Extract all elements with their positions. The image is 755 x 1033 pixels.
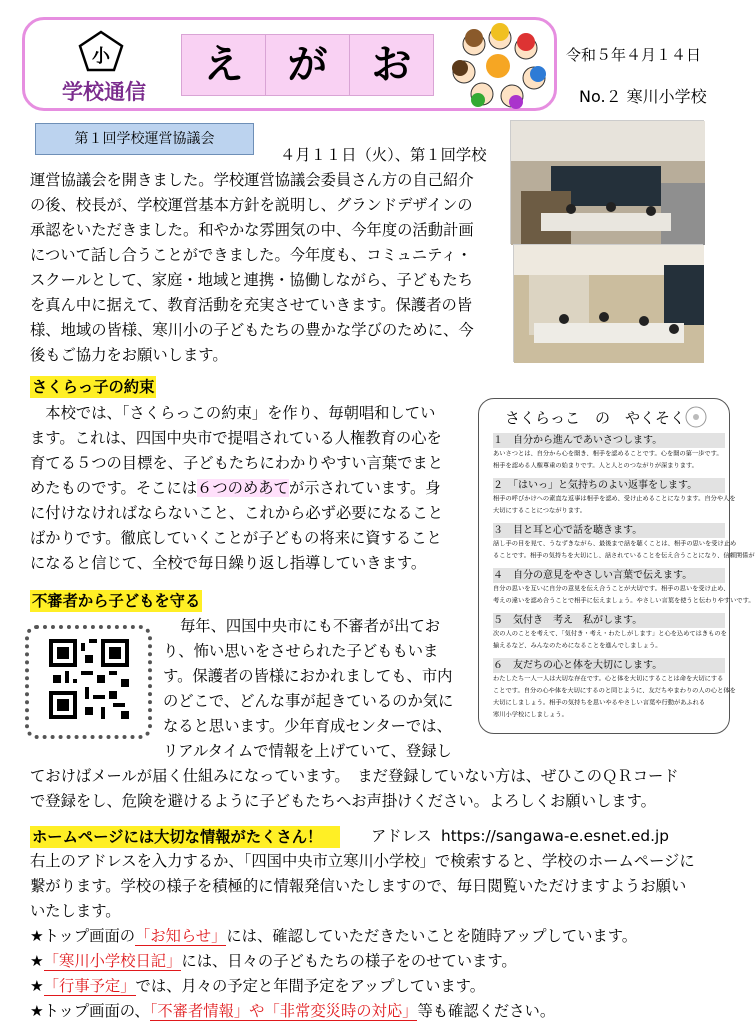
promise-item-head: １ 自分から進んであいさつします。 (493, 433, 725, 448)
promise-item-head: ６ 友だちの心と体を大切にします。 (493, 658, 725, 673)
issue-number: No.２ 寒川小学校 (579, 87, 707, 106)
paper-name: 学校通信 (62, 80, 146, 104)
paragraph-line: 育てる５つの目標を、子どもたちにわかりやすい言葉でまと (30, 454, 444, 472)
promise-item: ６ 友だちの心と体を大切にします。 わたしたち一人一人は大切な存在です。心と体を大切にすることは命を大切にする ことです。自分の心や体を大切にするのと同じように、友だちやまわりの人の心と体を 大切にしましょう。相手の気持ちを思いやるやさしい言葉や行動があふれる 寒川小学校にしましょう。 (493, 660, 736, 719)
paragraph-line: の後、校長が、学校運営基本方針を説明し、グランドデザインの (30, 196, 473, 214)
promise-item: ４ 自分の意見をやさしい言葉で伝えます。 自分の思いを互いに自分の意見を伝え合うことが大切です。相手の思いを受け止め、 考えの違いを認め合うことで相手に伝えましょう。やさしい言葉を使うと伝わりやすいです。 (493, 570, 755, 605)
kids-illustration-icon (438, 20, 558, 110)
paragraph-line: リアルタイムで情報を上げていて、登録し (163, 742, 452, 760)
address-label: アドレス (371, 827, 432, 845)
paragraph-line: 運営協議会を開きました。学校運営協議会委員さん方の自己紹介 (30, 171, 474, 189)
section-label-meeting: 第１回学校運営協議会 (35, 123, 254, 155)
title-char-1: え (181, 34, 266, 96)
meeting-photo-1 (510, 120, 704, 244)
paragraph-line: について話し合うことができました。今年度も、コミュニティ・ (30, 246, 472, 264)
link-safety-info[interactable]: 「不審者情報」や「非常変災時の対応」 (149, 1002, 418, 1020)
qr-code-icon[interactable] (49, 639, 129, 719)
section-heading-promise: さくらっ子の約束 (32, 378, 155, 396)
paragraph-line: 様、地域の皆様、寒川小の子どもたちの豊かな学びのために、今 (30, 321, 474, 339)
bullet-item: ★トップ画面の「お知らせ」には、確認していただきたいことを随時アップしています。 (30, 927, 638, 945)
paragraph-line: 毎年、四国中央市にも不審者が出てお (180, 617, 441, 635)
paragraph-line: を真ん中に据えて、教育活動を充実させていきます。保護者の皆 (30, 296, 473, 314)
bullet-item: ★トップ画面の、「不審者情報」や「非常変災時の対応」等も確認ください。 (30, 1002, 556, 1020)
link-school-diary[interactable]: 「寒川小学校日記」 (43, 952, 182, 970)
paragraph-line: スクールとして、家庭・地域と連携・協働しながら、子どもたち (30, 271, 473, 289)
bullet-item: ★「寒川小学校日記」には、日々の子どもたちの様子をのせています。 (30, 952, 517, 970)
cherry-blossom-icon (679, 405, 713, 429)
paragraph-line: 本校では、「さくらっこの約束」を作り、毎朝唱和してい (30, 404, 436, 422)
paragraph-line: で登録をし、危険を避けるように子どもたちへお声掛けください。よろしくお願いします。 (30, 792, 656, 810)
paragraph-line: ておけばメールが届く仕組みになっています。 まだ登録していない方は、ぜひこのＱＲコード (30, 767, 679, 785)
promise-item: ３ 目と耳と心で話を聴きます。 話し手の目を見て、うなずきながら、最後まで話を聴くことは、相手の思いを受け止め ることです。相手の気持ちを大切にし、話されていることを伝え合うことになり、信頼関係が (493, 525, 755, 560)
promise-card (478, 398, 755, 734)
paragraph-line: 右上のアドレスを入力するか、「四国中央市立寒川小学校」で検索すると、学校のホームページに (30, 852, 695, 870)
promise-item-head: ４ 自分の意見をやさしい言葉で伝えます。 (493, 568, 725, 583)
paragraph-line: のどこで、どんな事が起きているのか気に (163, 692, 454, 710)
paragraph-line: ばかりです。徹底していくことが子どもの将来に資すること (30, 529, 442, 547)
paragraph-line: なると思います。少年育成センターでは、 (163, 717, 452, 735)
promise-item: ５ 気付き 考え 私がします。 次の人のことを考えて、「気付き・考え・わたしがします」と心を込めてはきものを 揃えるなど、みんなのためになることを進んでしましょう。 (493, 615, 727, 650)
paragraph-line: り、怖い思いをさせられた子どももいま (163, 642, 439, 660)
promise-item-head: ２ 「はいっ」と気持ちのよい返事をします。 (493, 478, 725, 493)
homepage-address-link[interactable]: https://sangawa-e.esnet.ed.jp (441, 827, 669, 845)
link-notice[interactable]: 「お知らせ」 (135, 927, 227, 945)
paragraph-line: ます。これは、四国中央市で提唱されている人権教育の心を (30, 429, 442, 447)
paragraph-line: ４月１１日（火）、第１回学校 (280, 146, 487, 164)
qr-code-frame[interactable] (25, 625, 152, 739)
promise-item-head: ５ 気付き 考え 私がします。 (493, 613, 725, 628)
section-heading-suspicious: 不審者から子どもを守る (32, 592, 201, 610)
highlight-six-goals: ６つのめあて (197, 479, 289, 497)
paragraph-line: いたします。 (30, 902, 121, 920)
paragraph-line: になると信じて、全校で毎日繰り返し指導していきます。 (30, 554, 427, 572)
paragraph-line: 後もご協力をお願いします。 (30, 346, 228, 364)
issue-date: 令和５年４月１４日 (566, 46, 702, 64)
meeting-photo-2 (513, 244, 703, 362)
promise-card-title: さくらっこ の やくそく (505, 409, 686, 427)
bullet-item: ★「行事予定」では、月々の予定と年間予定をアップしています。 (30, 977, 486, 995)
section-heading-homepage: ホームページには大切な情報がたくさん！ (30, 826, 340, 848)
promise-item-head: ３ 目と耳と心で話を聴きます。 (493, 523, 725, 538)
paragraph-line: めたものです。そこには６つのめあてが示されています。身 (30, 479, 441, 497)
promise-item: １ 自分から進んであいさつします。 あいさつとは、自分から心を開き、相手を認めることです。心を開の第一歩です。 相手を認める人権尊重の始まりです。人と人とのつながりが深まります。 (493, 433, 725, 472)
paragraph-line: 繋がります。学校の様子を積極的に情報発信いたしますので、毎日閲覧いただけますようお願い (30, 877, 687, 895)
link-events[interactable]: 「行事予定」 (43, 977, 136, 995)
paragraph-line: す。保護者の皆様におかれましても、市内 (163, 667, 453, 685)
paragraph-line: 承認をいただきました。和やかな雰囲気の中、今年度の活動計画 (30, 221, 474, 239)
promise-item: ２ 「はいっ」と気持ちのよい返事をします。 相手の呼びかけへの素直な返事は相手を認め、受け止めることになります。自分や人を 大切にすることにつながります。 (493, 480, 736, 515)
paragraph-line: に付けなければならないこと、これから必ず必要になること (30, 504, 444, 522)
svg-text:小: 小 (92, 46, 110, 67)
title-char-2: が (265, 34, 350, 96)
title-char-3: お (349, 34, 434, 96)
school-emblem-icon (78, 30, 124, 72)
